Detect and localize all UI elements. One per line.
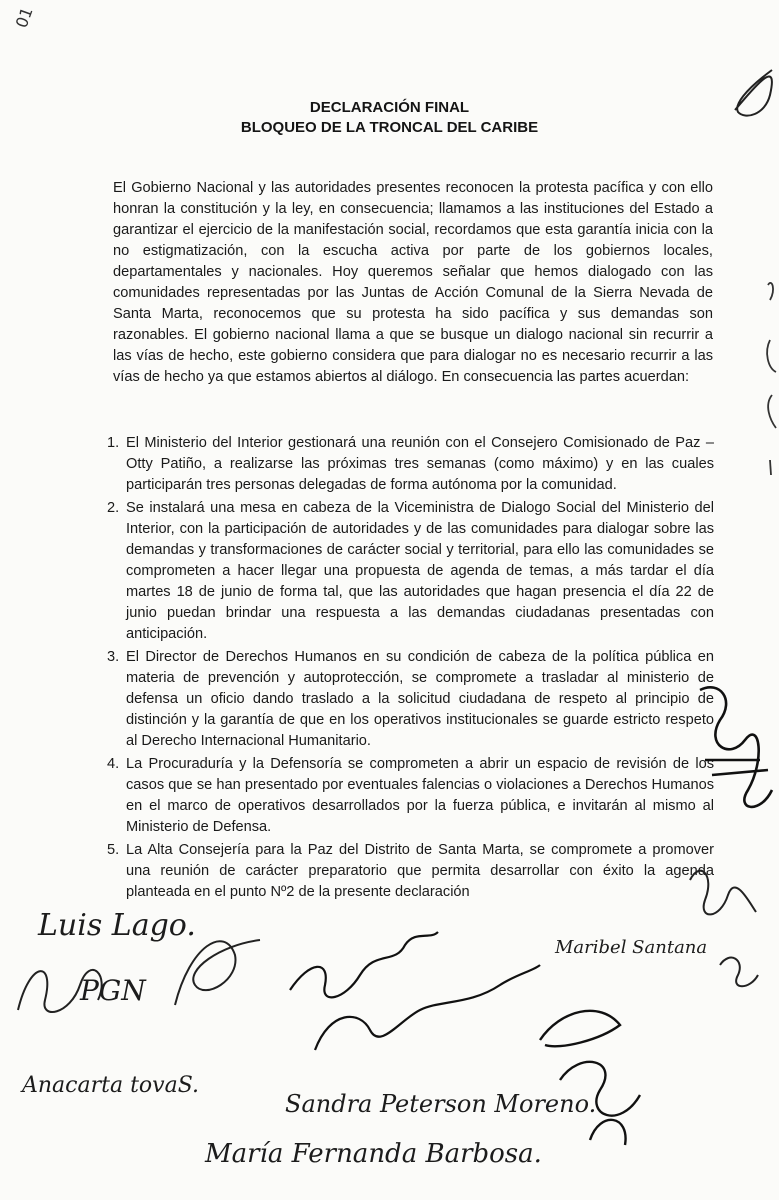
signature-scribble (18, 970, 102, 1012)
signature-scribble (290, 932, 438, 997)
intro-paragraph: El Gobierno Nacional y las autoridades presentes reconocen la protesta pacífica y con ello honran la constitución y la ley, en consecuencia; llamamos a las instituciones del Estado a garantizar el ejercicio de la manifestación social, recordamos que esta garantía inicia con la no estigmatización, con la escucha activa por parte de los gobiernos locales, departamentales y nacionales. Hoy queremos señalar que hemos dialogado con las comunidades representadas por las Juntas de Acción Comunal de la Sierra Nevada de Santa Marta, reconocemos que su protesta ha sido pacífica y sus demandas son razonables. El gobierno nacional llama a que se busque un dialogo nacional sin recurrir a las vías de hecho, este gobierno considera que para dialogar no es necesario recurrir a las vías de hecho ya que estamos abiertos al diálogo. En consecuencia las partes acuerdan: (113, 180, 713, 385)
signature-name: Anacarta tovaS. (22, 1073, 199, 1098)
item-text: El Ministerio del Interior gestionará una reunión con el Consejero Comisionado de Paz – Otty Patiño, a realizarse las próximas tres semanas (como máximo) y en las cuales participarán tres personas delegadas de forma autónoma por la comunidad. (126, 435, 714, 493)
signature-name: Maribel Santana (555, 937, 708, 958)
margin-scribble (768, 283, 773, 300)
item-number: 1. (107, 435, 120, 451)
document-title (0, 98, 779, 138)
item-number: 3. (107, 649, 120, 665)
page-mark: 01 (11, 4, 37, 31)
margin-scribble (767, 340, 776, 372)
signature-name: María Fernanda Barbosa. (205, 1139, 542, 1169)
signature-scribble (175, 940, 260, 1005)
list-item (107, 840, 714, 903)
title-line-2: BLOQUEO DE LA TRONCAL DEL CARIBE (240, 119, 539, 136)
margin-scribble (768, 395, 776, 428)
item-number: 5. (107, 842, 120, 858)
item-text: El Director de Derechos Humanos en su condición de cabeza de la política pública en materia de prevención y autoprotección, se compromete a trasladar al ministerio de defensa un oficio dando traslado a la solicitud ciudadana de respeto al principio de distinción y la garantía de que en los operativos institucionales se guarde estricto respeto al Derecho Internacional Humanitario. (126, 649, 714, 749)
list-item (107, 498, 714, 645)
signature-name: Luis Lago. (38, 908, 196, 943)
list-item (107, 647, 714, 752)
agreements-list (107, 433, 714, 905)
signature-name: PGN (80, 974, 146, 1007)
item-number: 2. (107, 500, 120, 516)
margin-scribble (770, 460, 771, 475)
list-item (107, 433, 714, 496)
signature-scribble (540, 1011, 640, 1145)
list-item (107, 754, 714, 838)
signature-name: Sandra Peterson Moreno. (285, 1090, 597, 1118)
title-line-1: DECLARACIÓN FINAL (309, 99, 470, 116)
item-text: La Alta Consejería para la Paz del Distrito de Santa Marta, se compromete a promover una reunión de carácter preparatorio que permita desarrollar con éxito la agenda planteada en el punto Nº2 de la presente declaración (126, 842, 714, 900)
item-number: 4. (107, 756, 120, 772)
signature-scribble (315, 965, 540, 1050)
item-text: Se instalará una mesa en cabeza de la Viceministra de Dialogo Social del Ministerio del Interior, con la participación de autoridades y de las comunidades para dialogar sobre las demandas y transformaciones de carácter social y territorial, para ello las comunidades se comprometen a hacer llegar una propuesta de agenda de temas, a más tardar el día martes 18 de junio de forma tal, que las autoridades que hagan presencia el día 22 de junio puedan brindar una respuesta a las demandas ciudadanas presentadas con anticipación. (126, 500, 714, 642)
item-text: La Procuraduría y la Defensoría se comprometen a abrir un espacio de revisión de los casos que se han presentado por eventuales falencias o violaciones a Derechos Humanos en el marco de operativos desarrollados por la fuerza pública, e invitarán al mismo al Ministerio de Defensa. (126, 756, 714, 835)
